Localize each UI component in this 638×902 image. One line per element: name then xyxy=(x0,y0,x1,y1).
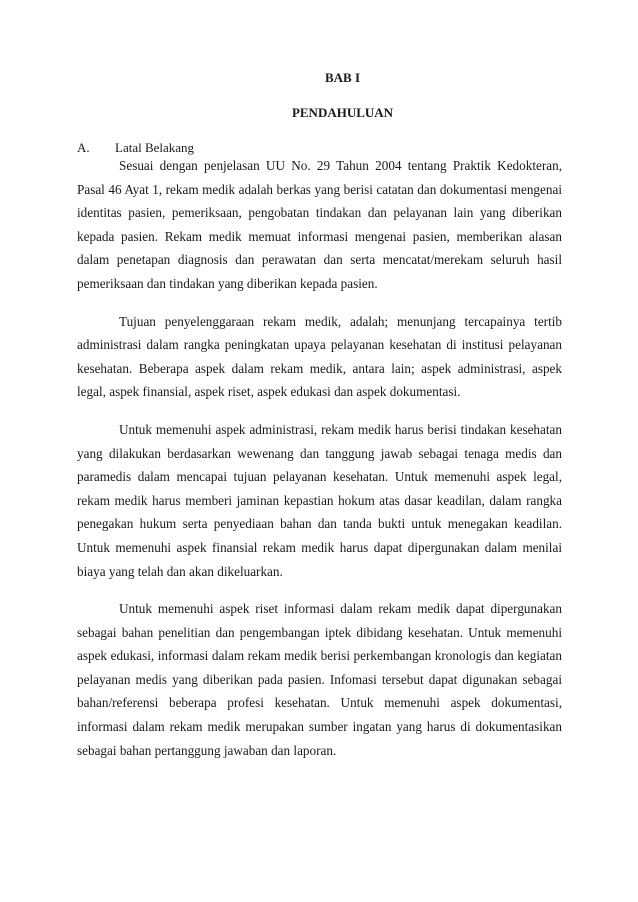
section-title: Latal Belakang xyxy=(115,140,195,155)
paragraph-3: Untuk memenuhi aspek administrasi, rekam medik harus berisi tindakan kesehatan yang dilakukan berdasarkan wewenang dan tanggung jawab sebagai tenaga medis dan paramedis dalam mencapai tujuan pelayanan kesehatan. Untuk memenuhi aspek legal, rekam medik harus memberi jaminan kepastian hokum atas dasar keadilan, dalam rangka penegakan hukum serta penyediaan bahan dan tanda bukti untuk menegakan keadilan. Untuk memenuhi aspek finansial rekam medik harus dapat dipergunakan dalam menilai biaya yang telah dan akan dikeluarkan. xyxy=(77,421,562,579)
section-number: A. xyxy=(77,140,90,155)
chapter-title xyxy=(0,105,638,121)
chapter-title-text: PENDAHULUAN xyxy=(291,105,394,120)
paragraph-1: Sesuai dengan penjelasan UU No. 29 Tahun 2004 tentang Praktik Kedokteran, Pasal 46 Ayat 1, rekam medik adalah berkas yang berisi catatan dan dokumentasi mengenai identitas pasien, pemeriksaan, pengobatan tindakan dan pelayanan lain yang diberikan kepada pasien. Rekam medik memuat informasi mengenai pasien, memberikan alasan dalam penetapan diagnosis dan perawatan dan serta mencatat/merekam seluruh hasil pemeriksaan dan tindakan yang diberikan kepada pasien. xyxy=(77,158,562,291)
paragraph-4: Untuk memenuhi aspek riset informasi dalam rekam medik dapat dipergunakan sebagai bahan penelitian dan pengembangan iptek dibidang kesehatan. Untuk memenuhi aspek edukasi, informasi dalam rekam medik berisi perkembangan kronologis dan kegiatan pelayanan medis yang diberikan pada pasien. Infomasi tersebut dapat digunakan sebagai bahan/referensi beberapa profesi kesehatan. Untuk memenuhi aspek dokumentasi, informasi dalam rekam medik merupakan sumber ingatan yang harus di dokumentasikan sebagai bahan pertanggung jawaban dan laporan. xyxy=(77,601,562,758)
chapter-label: BAB I xyxy=(324,70,361,85)
chapter-heading xyxy=(0,70,638,86)
body-text xyxy=(77,154,562,776)
paragraph-2: Tujuan penyelenggaraan rekam medik, adalah; menunjang tercapainya tertib administrasi dalam rangka peningkatan upaya pelayanan kesehatan di institusi pelayanan kesehatan. Beberapa aspek dalam rekam medik, antara lain; aspek administrasi, aspek legal, aspek finansial, aspek riset, aspek edukasi dan aspek dokumentasi. xyxy=(77,313,562,400)
